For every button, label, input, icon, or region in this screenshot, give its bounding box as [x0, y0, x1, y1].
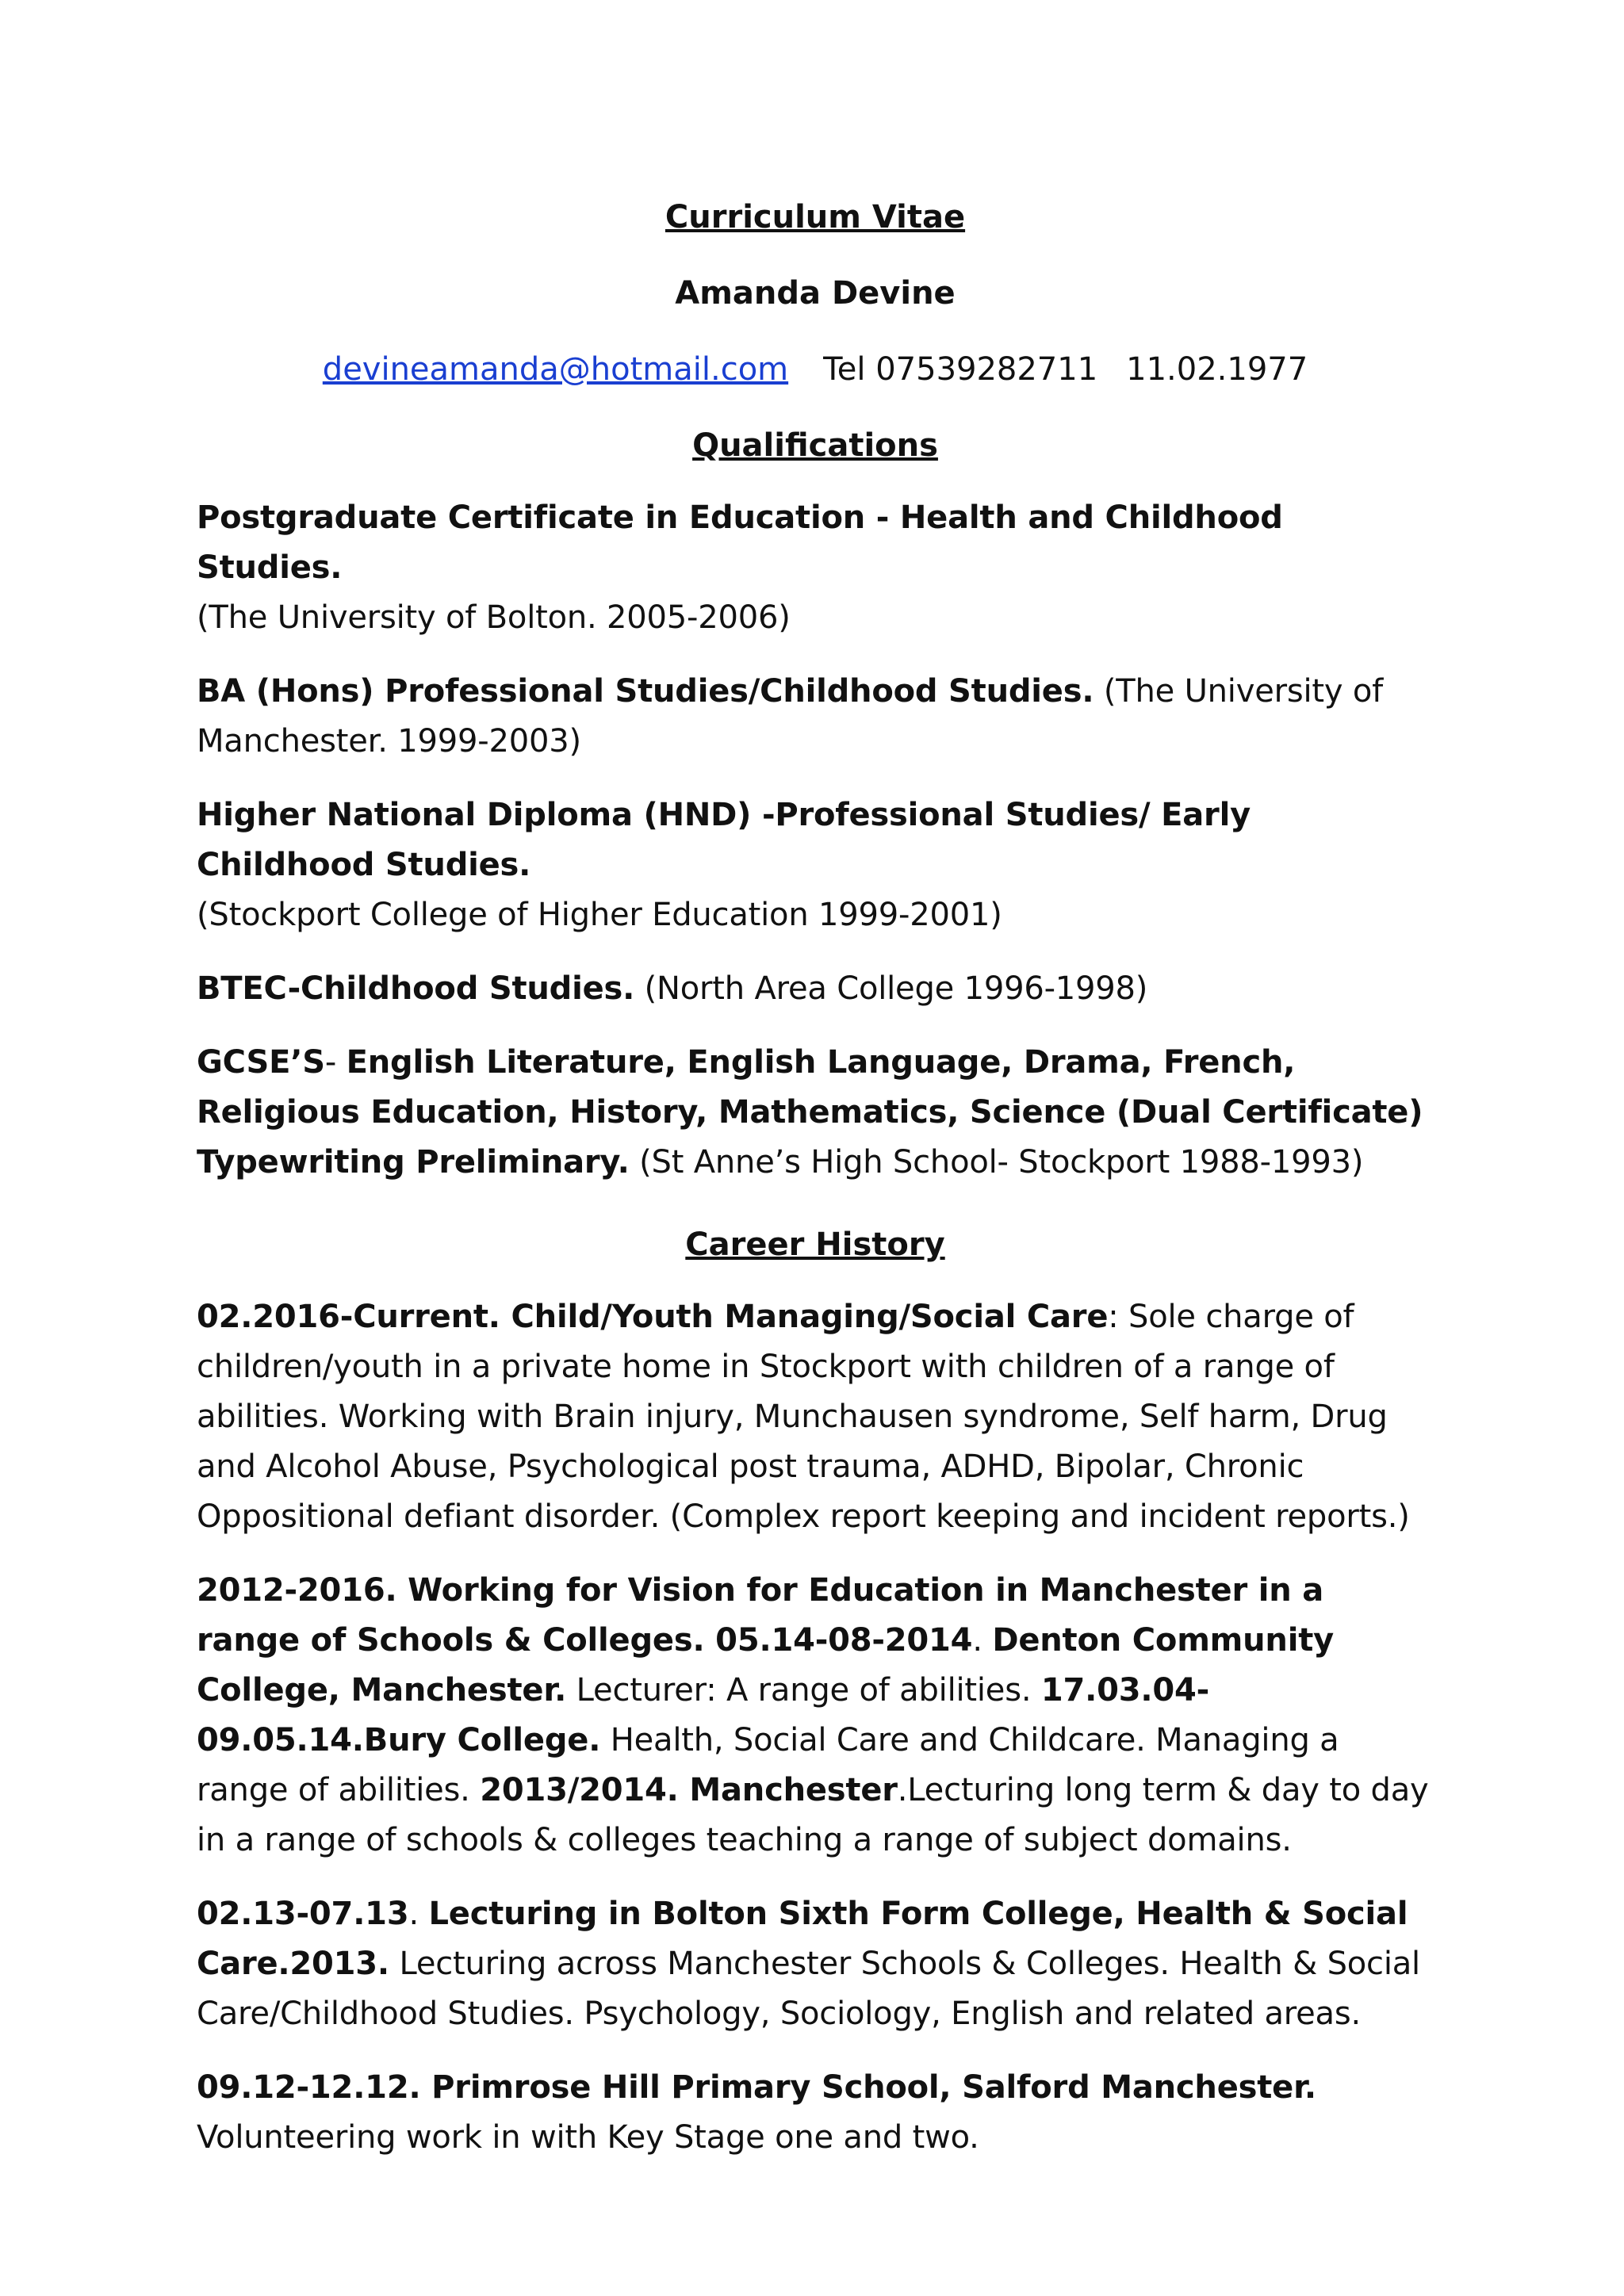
qualifications-list	[197, 493, 1434, 1188]
career-detail: .	[972, 1622, 993, 1659]
career-title: 2012-2016. Working for Vision for Education in Manchester in a range of Schools & Colleges. 05.14-08-2014	[197, 1572, 1324, 1659]
qualification-title: Postgraduate Certificate in Education - Health and Childhood Studies.	[197, 499, 1283, 586]
qualification-title: Higher National Diploma (HND) -Professional Studies/ Early Childhood Studies.	[197, 797, 1251, 883]
qualification-detail: (Stockport College of Higher Education 1999-2001)	[197, 897, 1002, 933]
document-title: Curriculum Vitae	[665, 199, 966, 235]
career-list	[197, 1292, 1434, 2163]
career-detail: Lecturer: A range of abilities.	[566, 1672, 1041, 1709]
qualification-title: English Literature, English Language, Drama, French, Religious Education, History, Mathematics, Science (Dual Certificate) Typewriting Preliminary.	[197, 1044, 1423, 1181]
career-detail: Health, Social Care and Childcare. Managing a range of abilities.	[197, 1722, 1339, 1808]
qualification-item	[197, 493, 1434, 643]
career-title: 09.12-12.12. Primrose Hill Primary School, Salford Manchester.	[197, 2069, 1316, 2106]
career-title: 17.03.04-09.05.14.Bury College.	[197, 1672, 1210, 1758]
career-title: 02.13-07.13	[197, 1896, 409, 1932]
career-item	[197, 1566, 1434, 1866]
qualification-item	[197, 964, 1434, 1014]
qualification-detail: (North Area College 1996-1998)	[634, 970, 1148, 1007]
date-of-birth: 11.02.1977	[1126, 351, 1308, 388]
qualification-separator: -	[324, 1044, 347, 1081]
career-detail: : Sole charge of children/youth in a private home in Stockport with children of a range of abilities. Working with Brain injury, Munchausen syndrome, Self harm, Drug and Alcohol Abuse, Psychological post trauma, ADHD, Bipolar, Chronic Oppositional defiant disorder. (Complex report keeping and incident reports.)	[197, 1299, 1410, 1535]
email-link[interactable]: devineamanda@hotmail.com	[322, 351, 789, 388]
cv-document	[197, 198, 1434, 2163]
career-history-heading: Career History	[685, 1226, 945, 1263]
career-item	[197, 1292, 1434, 1542]
qualification-title: BA (Hons) Professional Studies/Childhood Studies.	[197, 673, 1094, 710]
career-detail: Volunteering work in with Key Stage one and two.	[197, 2119, 979, 2156]
career-title: 2013/2014. Manchester	[480, 1772, 898, 1808]
contact-line	[197, 350, 1434, 388]
qualification-detail: (The University of Manchester. 1999-2003)	[197, 673, 1384, 760]
career-item	[197, 2063, 1434, 2163]
candidate-name: Amanda Devine	[675, 275, 956, 312]
career-title: Denton Community College, Manchester.	[197, 1622, 1335, 1709]
career-title: Lecturing in Bolton Sixth Form College, Health & Social Care.2013.	[197, 1896, 1408, 1982]
qualifications-heading: Qualifications	[692, 427, 938, 464]
qualification-detail: (The University of Bolton. 2005-2006)	[197, 599, 791, 636]
telephone: Tel 07539282711	[823, 351, 1098, 388]
qualification-item	[197, 1038, 1434, 1188]
qualification-item	[197, 667, 1434, 767]
career-title: 02.2016-Current. Child/Youth Managing/Social Care	[197, 1299, 1109, 1335]
qualification-item	[197, 790, 1434, 940]
career-detail: .	[408, 1896, 429, 1932]
qualification-label: GCSE’S	[197, 1044, 325, 1081]
qualification-detail: (St Anne’s High School- Stockport 1988-1993)	[629, 1144, 1364, 1181]
qualification-title: BTEC-Childhood Studies.	[197, 970, 635, 1007]
career-detail: Lecturing across Manchester Schools & Colleges. Health & Social Care/Childhood Studies. Psychology, Sociology, English and related areas.	[197, 1946, 1420, 2032]
career-item	[197, 1889, 1434, 2039]
career-detail: .Lecturing long term & day to day in a range of schools & colleges teaching a range of subject domains.	[197, 1772, 1429, 1858]
